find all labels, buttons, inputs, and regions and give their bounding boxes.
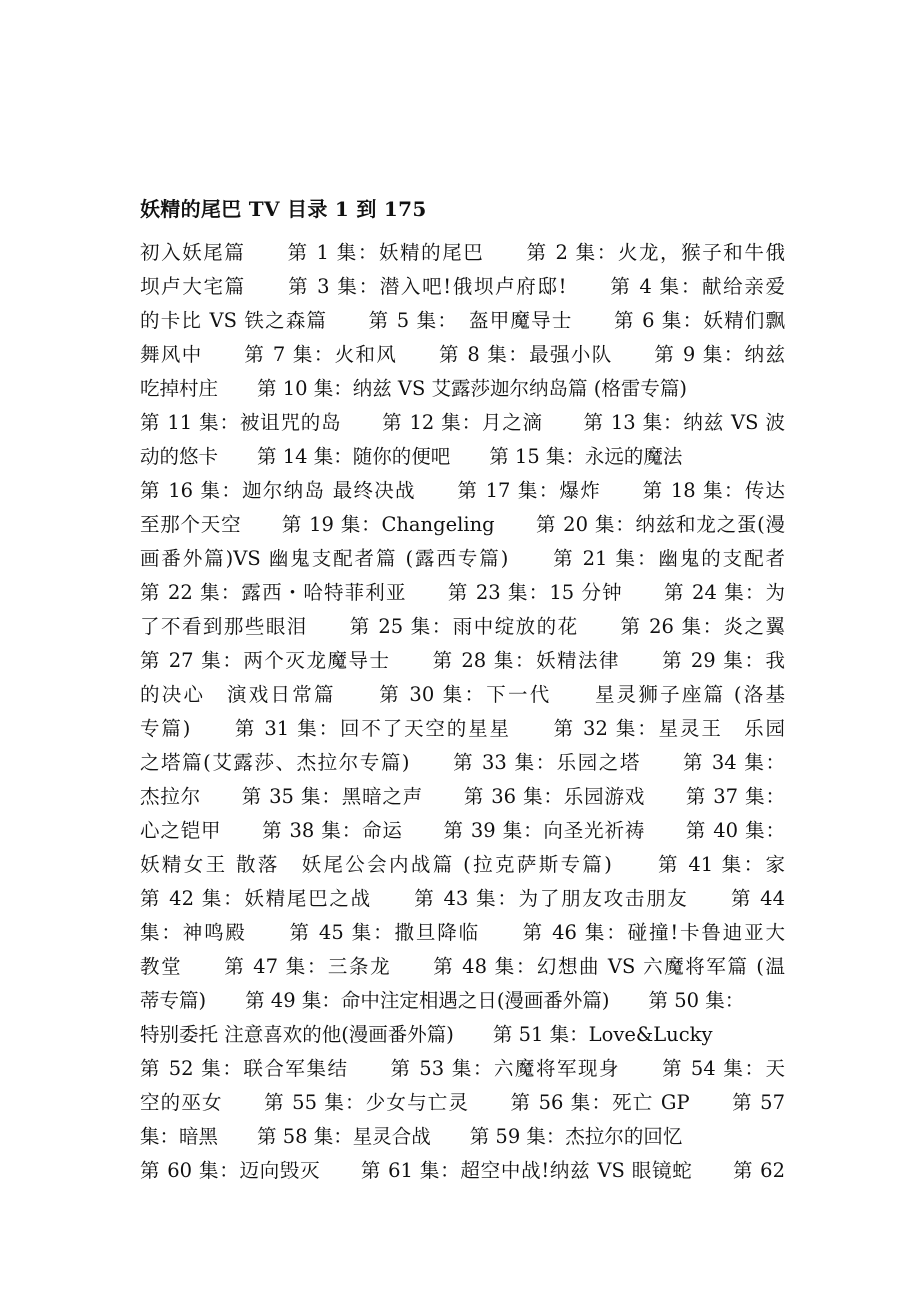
episode-list-line: 杰拉尔 第 35 集：黑暗之声 第 36 集：乐园游戏 第 37 集： xyxy=(140,785,785,808)
episode-list-line: 蒂专篇) 第 49 集：命中注定相遇之日(漫画番外篇) 第 50 集： xyxy=(140,989,745,1012)
episode-list-line: 初入妖尾篇 第 1 集：妖精的尾巴 第 2 集：火龙，猴子和牛俄 xyxy=(140,241,785,264)
episode-list-line: 第 22 集：露西・哈特菲利亚 第 23 集：15 分钟 第 24 集：为 xyxy=(140,581,785,604)
episode-list-line: 妖精女王 散落 妖尾公会内战篇 (拉克萨斯专篇) 第 41 集：家 xyxy=(140,853,785,876)
episode-list-line: 第 60 集：迈向毁灭 第 61 集：超空中战!纳兹 VS 眼镜蛇 第 62 xyxy=(140,1159,785,1182)
episode-list-line: 的决心 演戏日常篇 第 30 集：下一代 星灵狮子座篇 (洛基 xyxy=(140,683,785,706)
episode-list-line: 第 27 集：两个灭龙魔导士 第 28 集：妖精法律 第 29 集：我 xyxy=(140,649,785,672)
episode-list-line: 第 52 集：联合军集结 第 53 集：六魔将军现身 第 54 集：天 xyxy=(140,1057,785,1080)
episode-list-line: 特别委托 注意喜欢的他(漫画番外篇) 第 51 集：Love&Lucky xyxy=(140,1023,713,1046)
episode-list-line: 心之铠甲 第 38 集：命运 第 39 集：向圣光祈祷 第 40 集： xyxy=(140,819,785,842)
episode-list-line: 了不看到那些眼泪 第 25 集：雨中绽放的花 第 26 集：炎之翼 xyxy=(140,615,785,638)
episode-list-line: 第 16 集：迦尔纳岛 最终决战 第 17 集：爆炸 第 18 集：传达 xyxy=(140,479,785,502)
episode-list-line: 集：神鸣殿 第 45 集：撒旦降临 第 46 集：碰撞!卡鲁迪亚大 xyxy=(140,921,785,944)
episode-list-line: 的卡比 VS 铁之森篇 第 5 集： 盔甲魔导士 第 6 集：妖精们飘 xyxy=(140,309,785,332)
episode-list-line: 集：暗黑 第 58 集：星灵合战 第 59 集：杰拉尔的回忆 xyxy=(140,1125,683,1148)
episode-list-line: 舞风中 第 7 集：火和风 第 8 集：最强小队 第 9 集：纳兹 xyxy=(140,343,785,366)
episode-list-line: 第 11 集：被诅咒的岛 第 12 集：月之滴 第 13 集：纳兹 VS 波 xyxy=(140,411,785,434)
episode-list-body xyxy=(140,236,785,1188)
episode-list-line: 画番外篇)VS 幽鬼支配者篇 (露西专篇) 第 21 集：幽鬼的支配者 xyxy=(140,547,785,570)
episode-list-line: 教堂 第 47 集：三条龙 第 48 集：幻想曲 VS 六魔将军篇 (温 xyxy=(140,955,785,978)
episode-list-line: 至那个天空 第 19 集：Changeling 第 20 集：纳兹和龙之蛋(漫 xyxy=(140,513,785,536)
episode-list-line: 坝卢大宅篇 第 3 集：潜入吧!俄坝卢府邸! 第 4 集：献给亲爱 xyxy=(140,275,785,298)
episode-list-line: 第 42 集：妖精尾巴之战 第 43 集：为了朋友攻击朋友 第 44 xyxy=(140,887,785,910)
episode-list-line: 之塔篇(艾露莎、杰拉尔专篇) 第 33 集：乐园之塔 第 34 集： xyxy=(140,751,785,774)
episode-list-line: 专篇) 第 31 集：回不了天空的星星 第 32 集：星灵王 乐园 xyxy=(140,717,785,740)
episode-list-line: 空的巫女 第 55 集：少女与亡灵 第 56 集：死亡 GP 第 57 xyxy=(140,1091,785,1114)
document-title: 妖精的尾巴 TV 目录 1 到 175 xyxy=(140,197,427,221)
document-page xyxy=(140,192,785,1188)
episode-list-line: 动的悠卡 第 14 集：随你的便吧 第 15 集：永远的魔法 xyxy=(140,445,683,468)
episode-list-line: 吃掉村庄 第 10 集：纳兹 VS 艾露莎迦尔纳岛篇 (格雷专篇) xyxy=(140,377,687,400)
